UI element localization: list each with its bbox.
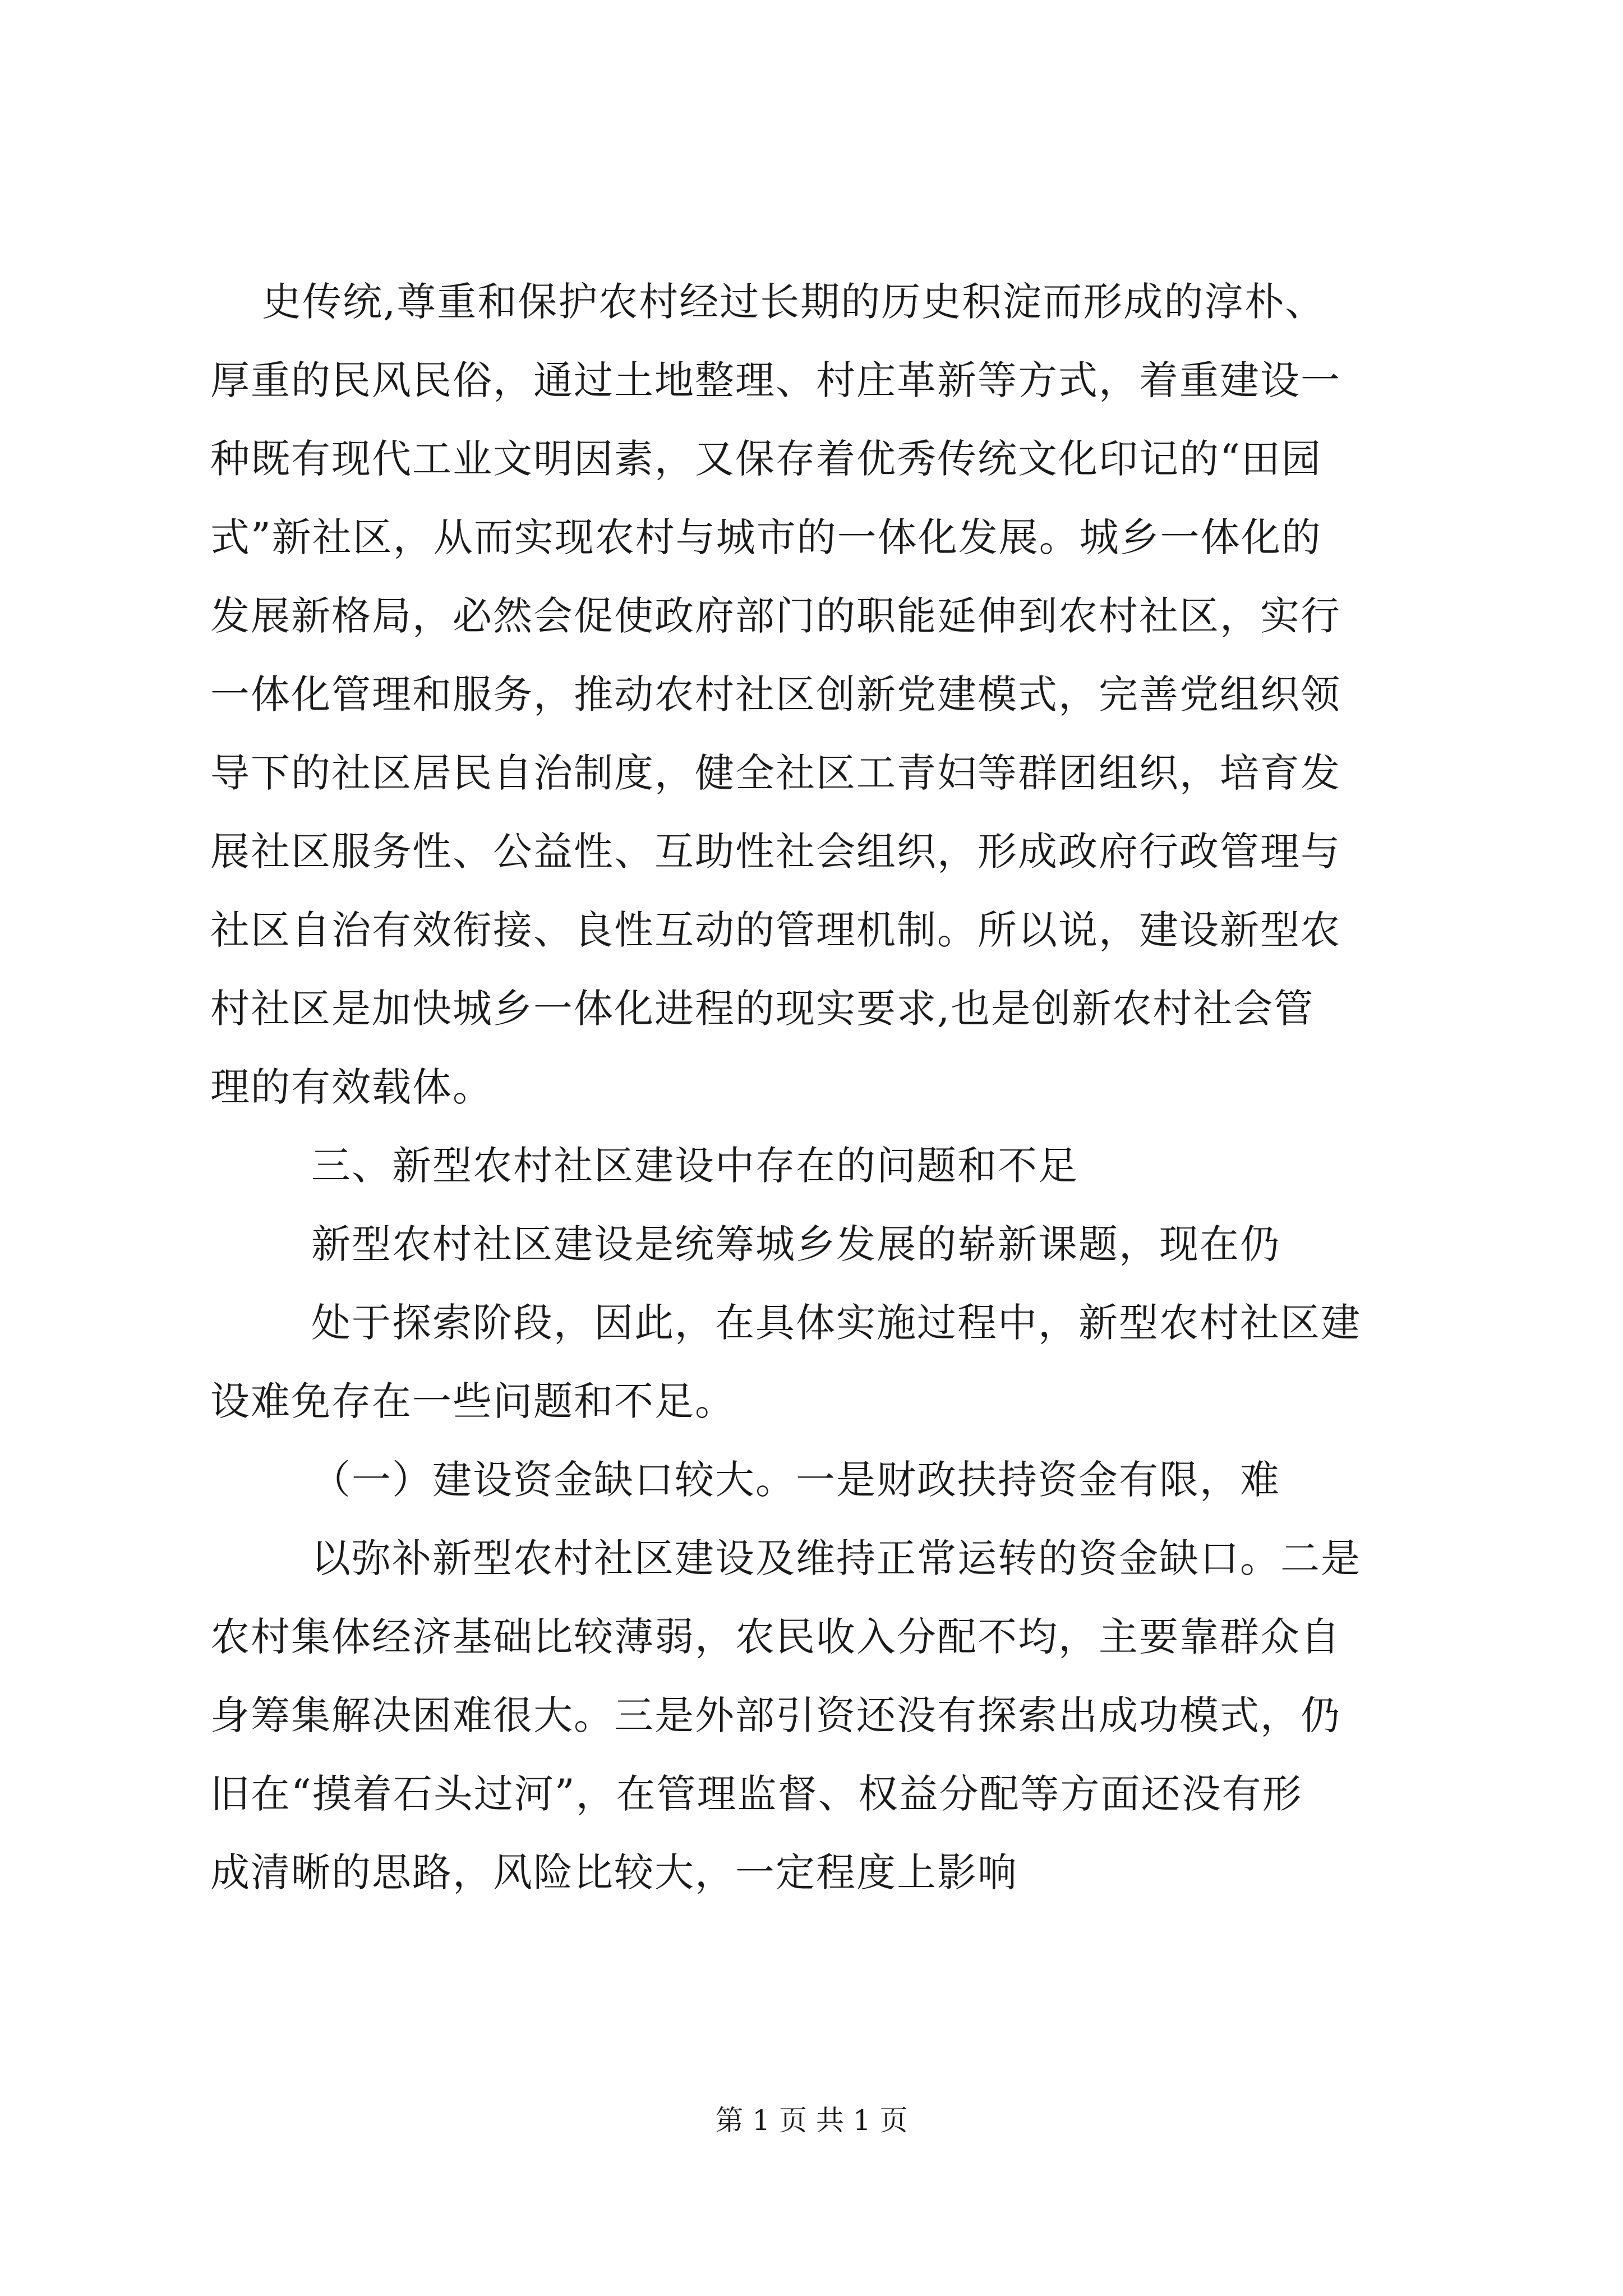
body-line-8: 展社区服务性、公益性、互助性社会组织，形成政府行政管理与 [210,829,1341,875]
body-line-5: 发展新格局，必然会促使政府部门的职能延伸到农村社区，实行 [210,593,1341,639]
section-heading-3: 三、新型农村社区建设中存在的问题和不足 [311,1143,1078,1189]
body-line-9: 社区自治有效衔接、良性互动的管理机制。所以说，建设新型农 [210,907,1341,953]
body-line-10: 村社区是加快城乡一体化进程的现实要求,也是创新农村社会管 [210,986,1315,1032]
body-line-11: 理的有效载体。 [210,1064,493,1110]
body-line-14: 处于探索阶段，因此，在具体实施过程中，新型农村社区建 [311,1300,1361,1346]
body-line-17: 以弥补新型农村社区建设及维持正常运转的资金缺口。二是 [311,1535,1361,1581]
page-footer: 第 1 页 共 1 页 [715,2104,908,2137]
body-line-3: 种既有现代工业文明因素，又保存着优秀传统文化印记的“田园 [210,436,1322,482]
body-line-18: 农村集体经济基础比较薄弱，农民收入分配不均，主要靠群众自 [210,1614,1341,1660]
body-line-21: 成清晰的思路，风险比较大，一定程度上影响 [210,1849,1018,1895]
body-line-15: 设难免存在一些问题和不足。 [210,1378,735,1424]
body-line-13: 新型农村社区建设是统筹城乡发展的崭新课题，现在仍 [311,1221,1280,1267]
body-line-6: 一体化管理和服务，推动农村社区创新党建模式，完善党组织领 [210,671,1341,717]
body-line-19: 身筹集解决困难很大。三是外部引资还没有探索出成功模式，仍 [210,1692,1341,1738]
body-line-4: 式”新社区，从而实现农村与城市的一体化发展。城乡一体化的 [210,514,1322,560]
subsection-heading-1: （一）建设资金缺口较大。一是财政扶持资金有限，难 [311,1457,1280,1503]
body-line-7: 导下的社区居民自治制度，健全社区工青妇等群团组织，培育发 [210,750,1341,796]
body-line-20: 旧在“摸着石头过河”，在管理监督、权益分配等方面还没有形 [210,1771,1303,1817]
body-line-1: 史传统,尊重和保护农村经过长期的历史积淀而形成的淳朴、 [262,279,1326,325]
body-line-2: 厚重的民风民俗，通过土地整理、村庄革新等方式，着重建设一 [210,357,1341,403]
